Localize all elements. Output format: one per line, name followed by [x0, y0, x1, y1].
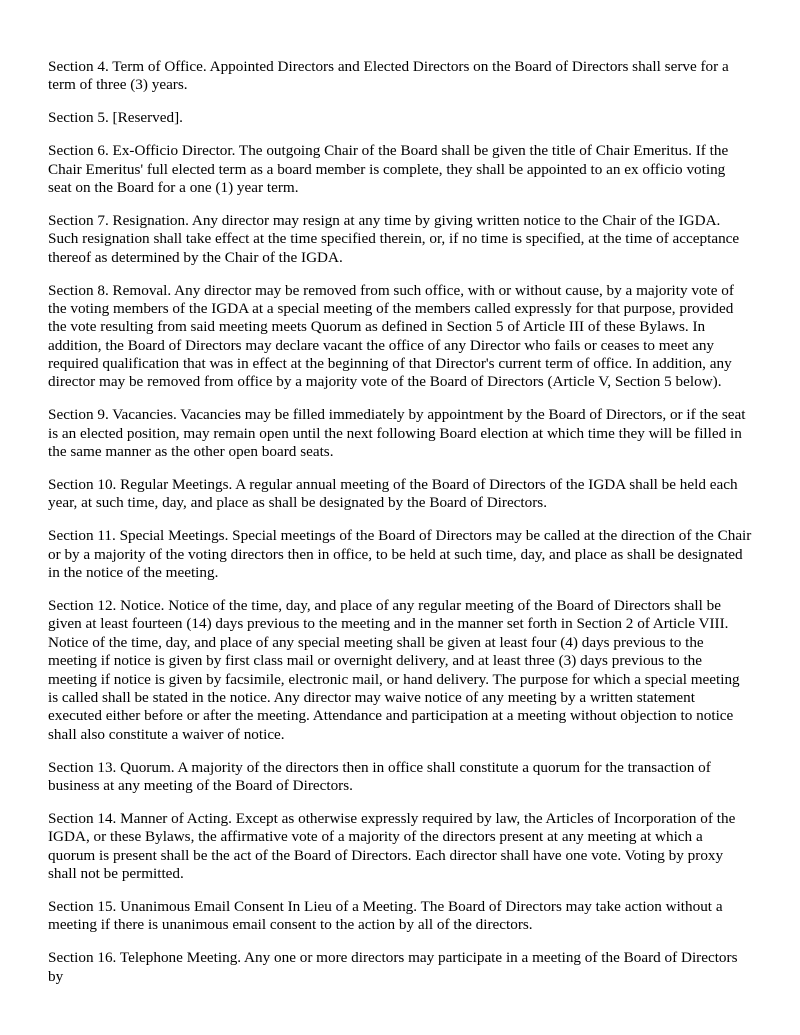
document-body: [48, 58, 752, 986]
paragraph-section-6: Section 6. Ex-Officio Director. The outgoing Chair of the Board shall be given the title of Chair Emeritus. If the Chair Emeritus' full elected term as a board member is complete, they shall be appointed to an ex officio voting seat on the Board for a one (1) year term.: [48, 142, 729, 196]
paragraph-section-9: Section 9. Vacancies. Vacancies may be filled immediately by appointment by the Board of Directors, or if the seat is an elected position, may remain open until the next following Board election at which time they will be filled in the same manner as the other open board seats.: [48, 406, 746, 461]
paragraph-section-13: Section 13. Quorum. A majority of the directors then in office shall constitute a quorum for the transaction of business at any meeting of the Board of Directors.: [48, 758, 711, 794]
paragraph-section-15: Section 15. Unanimous Email Consent In Lieu of a Meeting. The Board of Directors may take action without a meeting if there is unanimous email consent to the action by all of the directors.: [48, 897, 723, 934]
paragraph-section-5: Section 5. [Reserved].: [48, 109, 183, 127]
paragraph-section-12: Section 12. Notice. Notice of the time, day, and place of any regular meeting of the Board of Directors shall be given at least fourteen (14) days previous to the meeting and in the manner set forth in Section 2 of Article VIII. Notice of the time, day, and place of any special meeting shall be given at least four (4) days previous to the meeting if notice is given by first class mail or overnight delivery, and at least three (3) days previous to the meeting if notice is given by facsimile, electronic mail, or hand delivery. The purpose for which a special meeting is called shall be stated in the notice. Any director may waive notice of any meeting by a written statement executed either before or after the meeting. Attendance and participation at a meeting without objection to notice shall also constitute a waiver of notice.: [48, 596, 740, 743]
paragraph-section-16: Section 16. Telephone Meeting. Any one or more directors may participate in a meeting of the Board of Directors by: [48, 949, 738, 985]
paragraph-section-10: Section 10. Regular Meetings. A regular annual meeting of the Board of Directors of the IGDA shall be held each year, at such time, day, and place as shall be designated by the Board of Directors.: [48, 476, 738, 512]
paragraph-section-8: Section 8. Removal. Any director may be removed from such office, with or without cause, by a majority vote of the voting members of the IGDA at a special meeting of the members called expressly for that purpose, provided the vote resulting from said meeting meets Quorum as defined in Section 5 of Article III of these Bylaws. In addition, the Board of Directors may declare vacant the office of any Director who fails or ceases to meet any required qualification that was in effect at the beginning of that Director's current term of office. In addition, any director may be removed from office by a majority vote of the Board of Directors (Article V, Section 5 below).: [48, 281, 734, 391]
paragraph-section-14: Section 14. Manner of Acting. Except as otherwise expressly required by law, the Articles of Incorporation of the IGDA, or these Bylaws, the affirmative vote of a majority of the directors present at any meeting at which a quorum is present shall be the act of the Board of Directors. Each director shall have one vote. Voting by proxy shall not be permitted.: [48, 809, 736, 883]
paragraph-section-7: Section 7. Resignation. Any director may resign at any time by giving written notice to the Chair of the IGDA. Such resignation shall take effect at the time specified therein, or, if no time is specified, at the time of acceptance thereof as determined by the Chair of the IGDA.: [48, 211, 740, 266]
paragraph-section-11: Section 11. Special Meetings. Special meetings of the Board of Directors may be called at the direction of the Chair or by a majority of the voting directors then in office, to be held at such time, day, and place as shall be designated in the notice of the meeting.: [48, 527, 752, 582]
paragraph-section-4: Section 4. Term of Office. Appointed Directors and Elected Directors on the Board of Directors shall serve for a term of three (3) years.: [48, 58, 729, 94]
